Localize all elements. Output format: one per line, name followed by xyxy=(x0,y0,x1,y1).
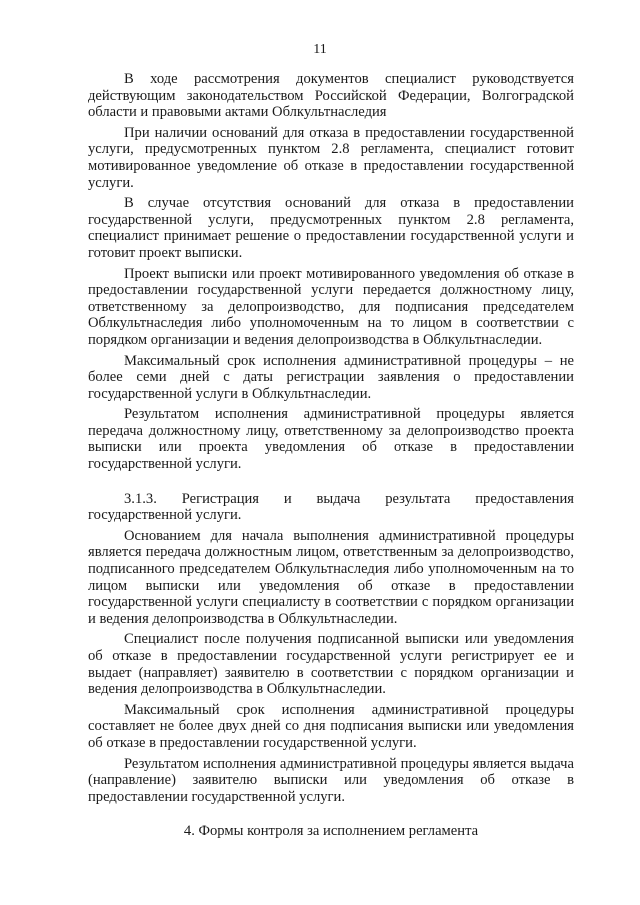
paragraph: Максимальный срок исполнения административной процедуры составляет не более двух дней со дня подписания выписки или уведомления об отказе в предоставлении государственной услуги. xyxy=(88,701,574,751)
paragraph: Результатом исполнения административной процедуры является передача должностному лицу, ответственному за делопроизводство проекта выписки или проекта уведомления об отказе в предоставлении государственной услуги. xyxy=(88,406,574,473)
paragraph: Основанием для начала выполнения административной процедуры является передача должностным лицом, ответственным за делопроизводство, подписанного председателем Облкультнаследия либо уполномоченным на то лицом выписки или уведомления об отказе в предоставлении государственной услуги специалисту в соответствии с порядком организации и ведения делопроизводства в Облкультнаследии. xyxy=(88,527,574,627)
paragraph: В случае отсутствия оснований для отказа в предоставлении государственной услуги, предусмотренных пунктом 2.8 регламента, специалист принимает решение о предоставлении государственной услуги и готовит проект выписки. xyxy=(88,195,574,261)
paragraph: Проект выписки или проект мотивированного уведомления об отказе в предоставлении государственной услуги передается должностному лицу, ответственному за делопроизводство, для подписания председателем Облкультнаследия либо уполномоченным на то лицом в соответствии с порядком организации и ведения делопроизводства в Облкультнаследии. xyxy=(88,265,574,348)
document-body xyxy=(88,71,574,844)
paragraph: Специалист после получения подписанной выписки или уведомления об отказе в предоставлении государственной услуги регистрирует ее и выдает (направляет) заявителю в соответствии с порядком организации и ведения делопроизводства в Облкультнаследии. xyxy=(88,631,574,698)
subsection-heading: 3.1.3. Регистрация и выдача результата предоставления государственной услуги. xyxy=(88,490,574,524)
section-heading: 4. Формы контроля за исполнением регламента xyxy=(183,823,479,840)
paragraph: При наличии оснований для отказа в предоставлении государственной услуги, предусмотренных пунктом 2.8 регламента, специалист готовит мотивированное уведомление об отказе в предоставлении государственной услуги. xyxy=(88,124,574,191)
page-number: 11 xyxy=(313,42,327,57)
paragraph: Максимальный срок исполнения административной процедуры – не более семи дней с даты регистрации заявления о предоставлении государственной услуги в Облкультнаследии. xyxy=(88,352,574,402)
paragraph: Результатом исполнения административной процедуры является выдача (направление) заявителю выписки или уведомления об отказе в предоставлении государственной услуги. xyxy=(88,755,574,805)
paragraph: В ходе рассмотрения документов специалист руководствуется действующим законодательством Российской Федерации, Волгоградской области и правовыми актами Облкультнаследия xyxy=(88,71,574,121)
